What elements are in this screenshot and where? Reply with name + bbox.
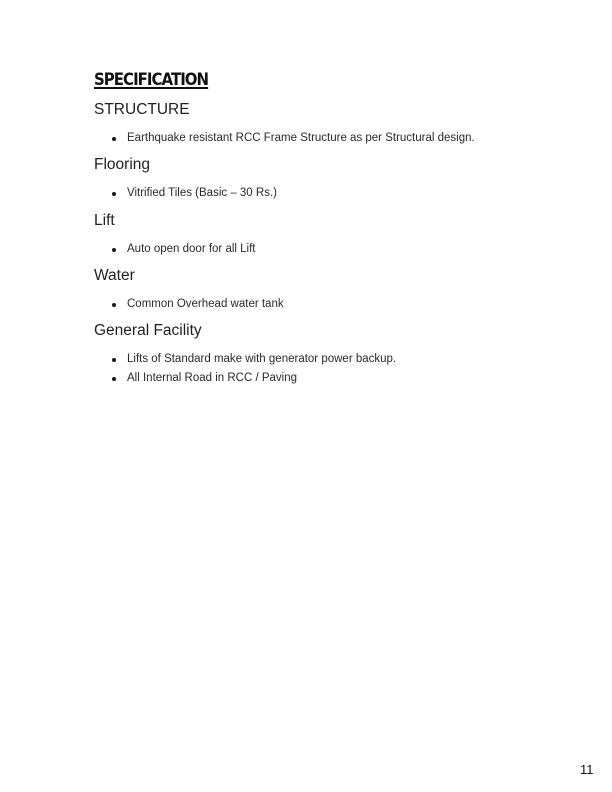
bullet-icon	[112, 248, 116, 252]
section-title: Flooring	[94, 156, 150, 173]
list-item-text: Common Overhead water tank	[127, 298, 284, 310]
section-title: General Facility	[94, 322, 202, 339]
list-item-text: Earthquake resistant RCC Frame Structure as per Structural design.	[127, 132, 475, 144]
list-item	[94, 240, 256, 259]
bullet-list	[94, 240, 256, 259]
section-lift	[94, 212, 256, 259]
section-flooring	[94, 156, 277, 203]
list-item	[94, 295, 284, 314]
list-item	[94, 184, 277, 203]
list-item-text: Lifts of Standard make with generator power backup.	[127, 353, 397, 365]
section-structure	[94, 101, 475, 148]
section-title: STRUCTURE	[94, 101, 190, 118]
list-item-text: Vitrified Tiles (Basic – 30 Rs.)	[127, 187, 277, 199]
list-item	[94, 129, 475, 148]
list-item	[94, 369, 396, 388]
section-water	[94, 267, 284, 314]
bullet-icon	[112, 377, 116, 381]
bullet-list	[94, 129, 475, 148]
bullet-list	[94, 184, 277, 203]
list-item-text: Auto open door for all Lift	[127, 243, 256, 255]
bullet-list	[94, 295, 284, 314]
list-item-text: All Internal Road in RCC / Paving	[127, 372, 298, 384]
section-title: Water	[94, 267, 135, 284]
section-title: Lift	[94, 212, 115, 229]
section-general-facility	[94, 322, 396, 388]
page-heading: SPECIFICATION	[94, 70, 209, 90]
bullet-icon	[112, 137, 116, 141]
bullet-icon	[112, 303, 116, 307]
bullet-list	[94, 350, 396, 388]
bullet-icon	[112, 192, 116, 196]
page-number: 11	[580, 762, 594, 777]
list-item	[94, 350, 396, 369]
bullet-icon	[112, 358, 116, 362]
